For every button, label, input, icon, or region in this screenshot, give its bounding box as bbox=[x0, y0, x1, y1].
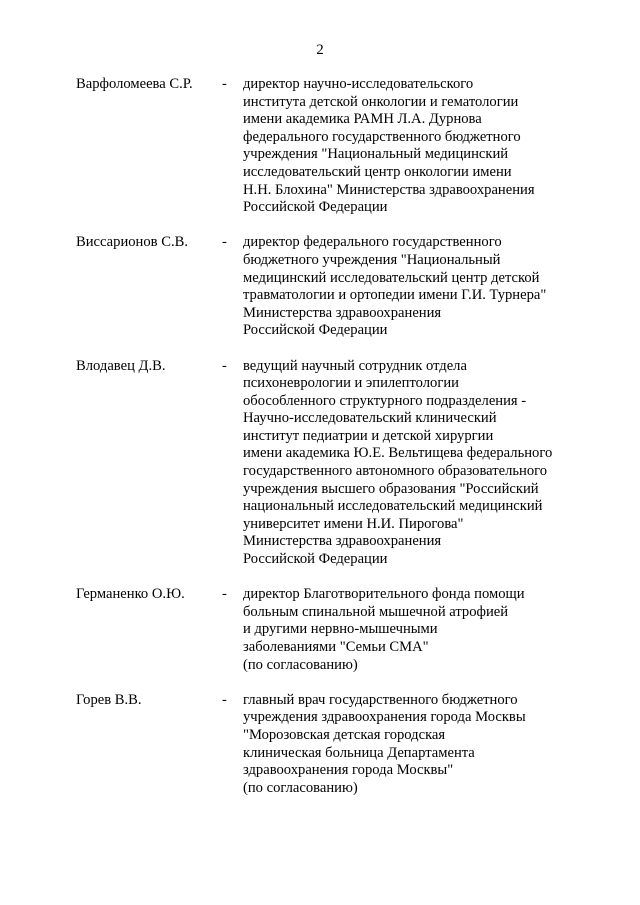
member-position bbox=[243, 692, 623, 798]
position-line: психоневрологии и эпилептологии bbox=[243, 375, 459, 392]
separator-dash: - bbox=[222, 586, 227, 603]
position-line: Министерства здравоохранения bbox=[243, 304, 442, 321]
position-line: директор научно-исследовательского bbox=[243, 76, 474, 92]
member-name: Горев В.В. bbox=[76, 691, 142, 708]
position-line: федерального государственного бюджетного bbox=[243, 128, 521, 145]
member-position bbox=[243, 76, 623, 217]
separator-dash: - bbox=[222, 357, 227, 374]
separator-dash: - bbox=[222, 76, 227, 92]
member-name: Влодавец Д.В. bbox=[76, 357, 166, 374]
position-line: директор федерального государственного bbox=[243, 234, 502, 251]
position-line: института детской онкологии и гематологии bbox=[243, 93, 519, 110]
position-line: директор Благотворительного фонда помощи bbox=[243, 586, 525, 603]
separator-dash: - bbox=[222, 691, 227, 708]
member-name: Германенко О.Ю. bbox=[76, 586, 185, 603]
position-line: имени академика Ю.Е. Вельтищева федерального bbox=[243, 445, 553, 462]
member-entry bbox=[0, 76, 640, 217]
position-line: ведущий научный сотрудник отдела bbox=[243, 357, 467, 374]
member-entry bbox=[0, 692, 640, 798]
position-line: Российской Федерации bbox=[243, 551, 388, 568]
position-line: здравоохранения города Москвы" bbox=[243, 762, 454, 779]
member-name: Варфоломеева С.Р. bbox=[76, 76, 193, 92]
position-line: университет имени Н.И. Пирогова" bbox=[243, 515, 464, 532]
member-position bbox=[243, 586, 623, 674]
page-number: 2 bbox=[316, 42, 324, 58]
position-line: бюджетного учреждения "Национальный bbox=[243, 251, 501, 268]
separator-dash: - bbox=[222, 234, 227, 251]
position-line: клиническая больница Департамента bbox=[243, 744, 475, 761]
position-line: обособленного структурного подразделения - bbox=[243, 392, 527, 409]
position-line: институт педиатрии и детской хирургии bbox=[243, 427, 494, 444]
position-line: (по согласованию) bbox=[243, 779, 358, 796]
position-line: (по согласованию) bbox=[243, 656, 358, 673]
position-line: медицинский исследовательский центр детской bbox=[243, 269, 540, 286]
position-line: Н.Н. Блохина" Министерства здравоохранения bbox=[243, 181, 535, 198]
position-line: травматологии и ортопедии имени Г.И. Турнера" bbox=[243, 287, 547, 304]
position-line: учреждения "Национальный медицинский bbox=[243, 146, 509, 163]
position-line: государственного автономного образовательного bbox=[243, 463, 548, 480]
position-line: учреждения здравоохранения города Москвы bbox=[243, 709, 526, 726]
member-entry bbox=[0, 358, 640, 569]
position-line: больным спинальной мышечной атрофией bbox=[243, 603, 509, 620]
member-entry bbox=[0, 586, 640, 674]
position-line: имени академика РАМН Л.А. Дурнова bbox=[243, 111, 482, 128]
position-line: Российской Федерации bbox=[243, 199, 388, 216]
position-line: учреждения высшего образования "Российский bbox=[243, 480, 539, 497]
member-list bbox=[0, 76, 640, 815]
position-line: Научно-исследовательский клинический bbox=[243, 410, 497, 427]
member-entry bbox=[0, 234, 640, 340]
position-line: Российской Федерации bbox=[243, 322, 388, 339]
position-line: заболеваниями "Семьи СМА" bbox=[243, 639, 429, 655]
member-name: Виссарионов С.В. bbox=[76, 234, 188, 251]
position-line: главный врач государственного бюджетного bbox=[243, 691, 518, 708]
position-line: "Морозовская детская городская bbox=[243, 726, 446, 743]
position-line: Министерства здравоохранения bbox=[243, 533, 442, 550]
member-position bbox=[243, 234, 623, 340]
position-line: исследовательский центр онкологии имени bbox=[243, 163, 512, 180]
member-position bbox=[243, 358, 623, 569]
position-line: национальный исследовательский медицинский bbox=[243, 498, 543, 515]
position-line: и другими нервно-мышечными bbox=[243, 621, 438, 638]
